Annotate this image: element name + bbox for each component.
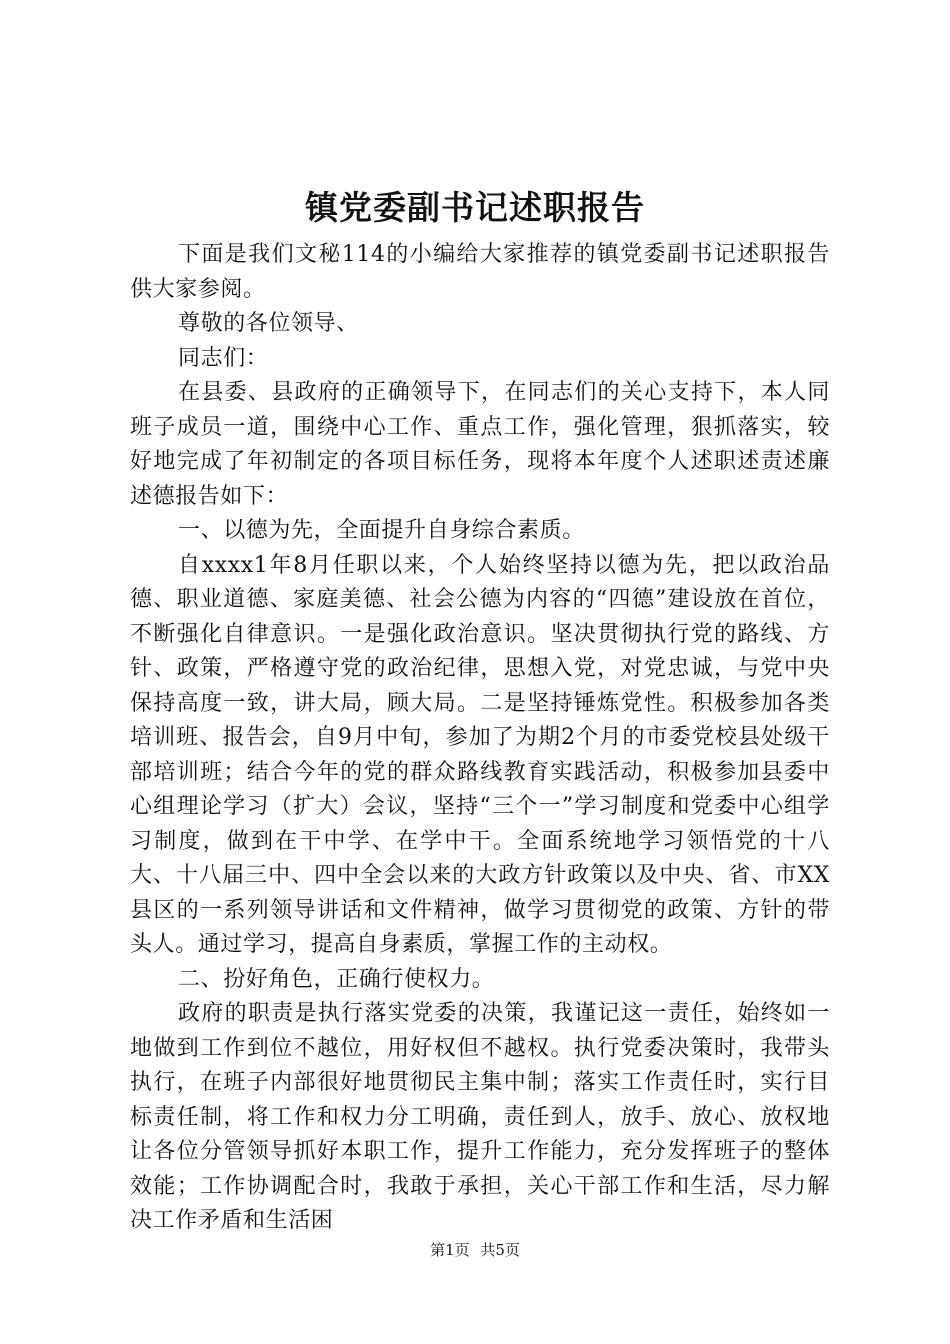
paragraph-section-2: 政府的职责是执行落实党委的决策，我谨记这一责任，始终如一地做到工作到位不越位，用好权但不越权。执行党委决策时，我带头执行，在班子内部很好地贯彻民主集中制；落实工作责任时，实行目标责任制，将工作和权力分工明确，责任到人，放手、放心、放权地让各位分管领导抓好本职工作，提升工作能力，充分发挥班子的整体效能；工作协调配合时，我敢于承担，关心干部工作和生活，尽力解决工作矛盾和生活困: [130, 1001, 830, 1233]
document-body: [130, 238, 830, 1239]
section-heading-2: 二、扮好角色，正确行使权力。: [178, 966, 495, 992]
section-heading-1: 一、以德为先，全面提升自身综合素质。: [178, 518, 585, 543]
paragraph-salutation-1: 尊敬的各位领导、: [178, 311, 359, 336]
paragraph-opening: 在县委、县政府的正确领导下，在同志们的关心支持下，本人同班子成员一道，围绕中心工作、重点工作，强化管理，狠抓落实，较好地完成了年初制定的各项目标任务，现将本年度个人述职述责述廉述德报告如下：: [130, 380, 830, 509]
paragraph-intro: 下面是我们文秘114的小编给大家推荐的镇党委副书记述职报告供大家参阅。: [130, 242, 830, 302]
page-number: 第1页: [430, 1241, 470, 1259]
paragraph-section-1: 自xxxx1年8月任职以来，个人始终坚持以德为先，把以政治品德、职业道德、家庭美德、社会公德为内容的“四德”建设放在首位，不断强化自律意识。一是强化政治意识。坚决贯彻执行党的路线、方针、政策，严格遵守党的政治纪律，思想入党，对党忠诚，与党中央保持高度一致，讲大局，顾大局。二是坚持锤炼党性。积极参加各类培训班、报告会，自9月中旬，参加了为期2个月的市委党校县处级干部培训班；结合今年的党的群众路线教育实践活动，积极参加县委中心组理论学习（扩大）会议，坚持“三个一”学习制度和党委中心组学习制度，做到在干中学、在学中干。全面系统地学习领悟党的十八大、十八届三中、四中全会以来的大政方针政策以及中央、省、市XX县区的一系列领导讲话和文件精神，做学习贯彻党的政策、方针的带头人。通过学习，提高自身素质，掌握工作的主动权。: [130, 552, 830, 957]
page-footer: [0, 1240, 950, 1260]
paragraph-salutation-2: 同志们：: [178, 345, 269, 371]
page-total: 共5页: [480, 1241, 520, 1259]
document-title: 镇党委副书记述职报告: [305, 188, 645, 227]
